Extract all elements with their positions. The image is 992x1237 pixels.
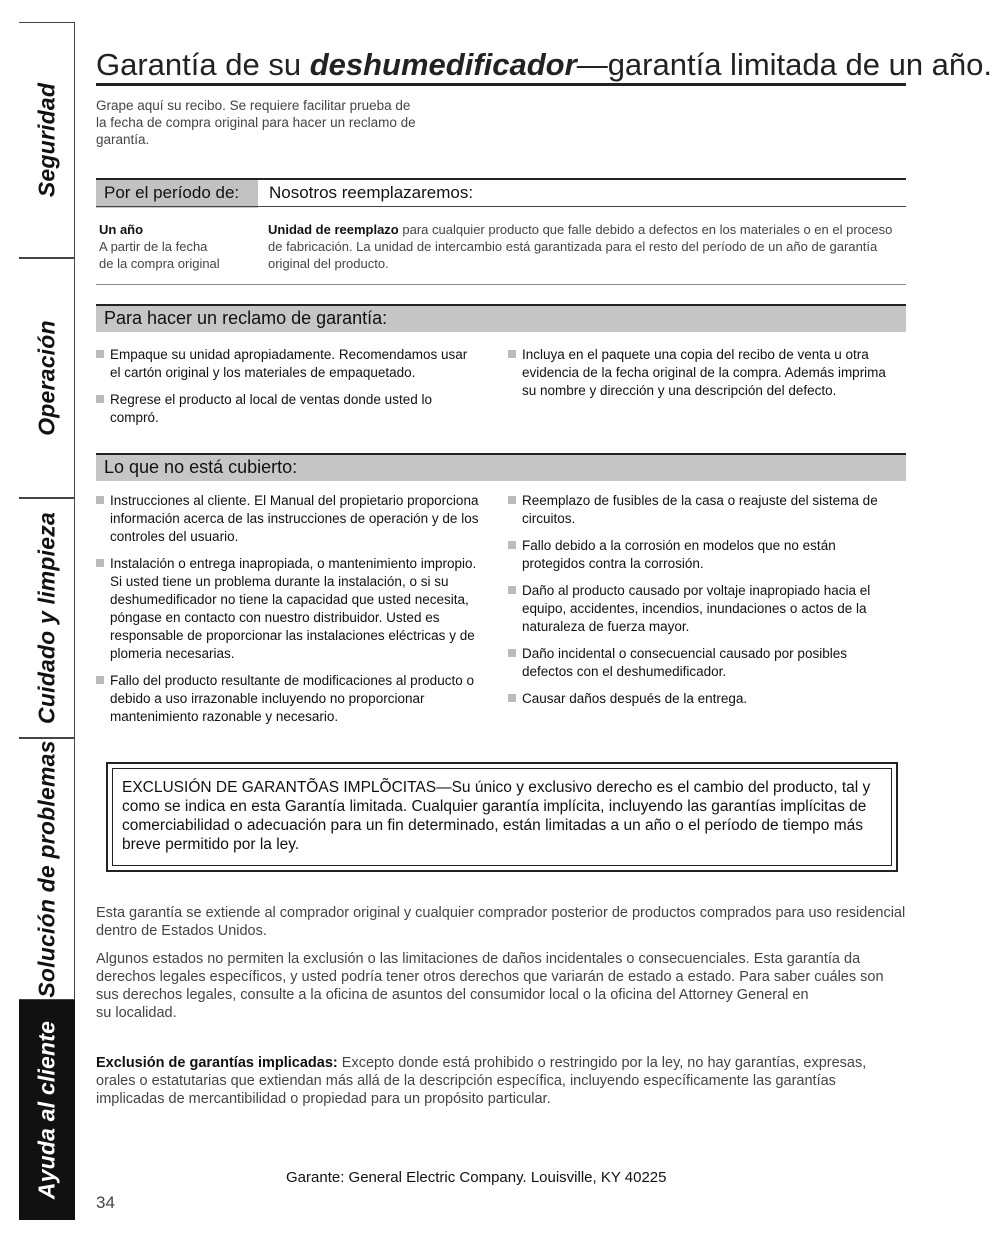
coverage-text: para cualquier producto que falle debido a defectos en los materiales o en el proceso de fabricación. La unidad de intercambio está garantizada para el resto del período de un año de garantía original del producto. bbox=[268, 222, 893, 271]
tab-ayuda-label: Ayuda al cliente bbox=[33, 1020, 59, 1200]
period-title: Un año bbox=[99, 222, 144, 237]
list-item bbox=[508, 492, 893, 528]
claim-heading-bar bbox=[96, 304, 906, 332]
bullet-icon bbox=[508, 586, 516, 594]
claim-item-text: Regrese el producto al local de ventas donde usted lo compró. bbox=[110, 392, 432, 425]
list-item bbox=[508, 346, 893, 400]
not-covered-heading: Lo que no está cubierto: bbox=[104, 457, 298, 477]
warranty-period bbox=[99, 221, 249, 272]
coverage-title: Unidad de reemplazo bbox=[268, 222, 399, 237]
replace-header bbox=[258, 178, 906, 208]
state-rights-tail: su localidad. bbox=[96, 1005, 177, 1021]
exclusion-item-text: Instalación o entrega inapropiada, o mantenimiento impropio. Si usted tiene un problema durante la instalación, o si su deshumedificador no tiene la capacidad que usted necesita, póngase en contacto con nuestro distribuidor. Usted es responsable de proporcionar las instalaciones eléctricas y de plomeria necesarias. bbox=[110, 556, 477, 661]
implied-exclusion-text: Excepto donde está prohibido o restringido por la ley, no hay garantías, expresas, orales o estatutarias que extiendan más allá de la descripción específica, incluyendo específicamente las garantías implicadas de mercantibilidad o propiedad para un propósito particular. bbox=[96, 1055, 867, 1107]
bullet-icon bbox=[96, 559, 104, 567]
warranty-table-header bbox=[96, 178, 906, 206]
not-covered-heading-bar bbox=[96, 453, 906, 481]
bullet-icon bbox=[96, 350, 104, 358]
tab-seguridad-label: Seguridad bbox=[33, 82, 59, 198]
warranty-coverage bbox=[268, 221, 898, 272]
exclusion-item-text: Instrucciones al cliente. El Manual del propietario proporciona información acerca de las instrucciones de operación y de los controles del usuario. bbox=[110, 493, 479, 544]
title-suffix: —garantía limitada de un año. bbox=[576, 47, 992, 82]
exclusion-box-text: EXCLUSIÓN DE GARANTÕAS IMPLÕCITAS—Su único y exclusivo derecho es el cambio del producto, tal y como se indica en esta Garantía limitada. Cualquier garantía implícita, incluyendo las garantías implícitas de comerciabilidad o adecuación para un fin determinado, están limitadas a un año o el período de tiempo más breve permitido por la ley. bbox=[122, 779, 871, 853]
title-prefix: Garantía de su bbox=[96, 47, 310, 82]
list-item bbox=[96, 391, 481, 427]
exclusion-item-text: Daño incidental o consecuencial causado por posibles defectos con el deshumedificador. bbox=[522, 646, 847, 679]
period-detail-2: de la compra original bbox=[99, 256, 220, 271]
bullet-icon bbox=[96, 395, 104, 403]
tab-ayuda-al-cliente[interactable] bbox=[19, 1000, 75, 1220]
period-header bbox=[96, 178, 258, 208]
bullet-icon bbox=[508, 694, 516, 702]
replace-header-label: Nosotros reemplazaremos: bbox=[269, 183, 474, 202]
table-bottom-rule bbox=[96, 284, 906, 285]
bullet-icon bbox=[96, 676, 104, 684]
title-product: deshumedificador bbox=[309, 47, 577, 82]
claim-left-column bbox=[96, 346, 481, 436]
tab-operacion-label: Operación bbox=[33, 320, 59, 436]
not-covered-left-column bbox=[96, 492, 481, 735]
page-number: 34 bbox=[96, 1193, 115, 1212]
warrantor-footer: Garante: General Electric Company. Louisville, KY 40225 bbox=[286, 1169, 667, 1186]
list-item bbox=[508, 582, 893, 636]
state-rights-text: Algunos estados no permiten la exclusión o las limitaciones de daños incidentales o consecuenciales. Esta garantía da derechos legales específicos, y usted podría tener otros derechos que variarán de estado a estado. Para saber cuáles son sus derechos legales, consulte a la oficina de asuntos del consumidor local o la oficina del Attorney General en bbox=[96, 951, 884, 1003]
bullet-icon bbox=[508, 541, 516, 549]
page-title bbox=[96, 47, 992, 82]
not-covered-right-column bbox=[508, 492, 893, 717]
tab-solucion-de-problemas[interactable] bbox=[19, 738, 75, 1000]
list-item bbox=[96, 346, 481, 382]
exclusion-item-text: Reemplazo de fusibles de la casa o reajuste del sistema de circuitos. bbox=[522, 493, 878, 526]
exclusion-item-text: Causar daños después de la entrega. bbox=[522, 691, 748, 706]
list-item bbox=[96, 492, 481, 546]
exclusion-item-text: Fallo del producto resultante de modificaciones al producto o debido a uso irrazonable incluyendo no proporcionar mantenimiento razonable y necesario. bbox=[110, 673, 474, 724]
list-item bbox=[508, 537, 893, 573]
tab-operacion[interactable] bbox=[19, 258, 75, 498]
tab-solucion-label: Solución de problemas bbox=[33, 740, 59, 998]
tab-seguridad[interactable] bbox=[19, 22, 75, 258]
exclusion-item-text: Fallo debido a la corrosión en modelos que no están protegidos contra la corrosión. bbox=[522, 538, 836, 571]
list-item bbox=[508, 645, 893, 681]
bullet-icon bbox=[508, 350, 516, 358]
implied-exclusion-paragraph bbox=[96, 1054, 906, 1108]
list-item bbox=[508, 690, 893, 708]
period-detail-1: A partir de la fecha bbox=[99, 239, 208, 254]
claim-item-text: Incluya en el paquete una copia del recibo de venta u otra evidencia de la fecha original de la compra. Además imprima su nombre y dirección y una descripción del defecto. bbox=[522, 347, 886, 398]
implied-warranty-exclusion-box bbox=[106, 762, 898, 872]
claim-heading: Para hacer un reclamo de garantía: bbox=[104, 308, 388, 328]
bullet-icon bbox=[508, 496, 516, 504]
tab-cuidado-label: Cuidado y limpieza bbox=[33, 512, 59, 724]
coverage-scope-paragraph: Esta garantía se extiende al comprador original y cualquier comprador posterior de productos comprados para uso residencial dentro de Estados Unidos. bbox=[96, 905, 906, 939]
exclusion-item-text: Daño al producto causado por voltaje inapropiado hacia el equipo, accidentes, incendios, inundaciones o actos de la naturaleza de fuerza mayor. bbox=[522, 583, 871, 634]
claim-right-column bbox=[508, 346, 893, 409]
claim-item-text: Empaque su unidad apropiadamente. Recomendamos usar el cartón original y los materiales de empaquetado. bbox=[110, 347, 468, 380]
bullet-icon bbox=[96, 496, 104, 504]
list-item bbox=[96, 672, 481, 726]
tab-cuidado-y-limpieza[interactable] bbox=[19, 498, 75, 738]
table-divider bbox=[96, 206, 906, 207]
list-item bbox=[96, 555, 481, 663]
bullet-icon bbox=[508, 649, 516, 657]
period-header-label: Por el período de: bbox=[104, 183, 240, 202]
state-rights-paragraph bbox=[96, 950, 906, 1022]
implied-exclusion-label: Exclusión de garantías implicadas: bbox=[96, 1055, 338, 1071]
title-rule bbox=[96, 83, 906, 86]
side-tab-nav bbox=[19, 22, 77, 1220]
receipt-note: Grape aquí su recibo. Se requiere facilitar prueba de la fecha de compra original para hacer un reclamo de garantía. bbox=[96, 98, 416, 147]
